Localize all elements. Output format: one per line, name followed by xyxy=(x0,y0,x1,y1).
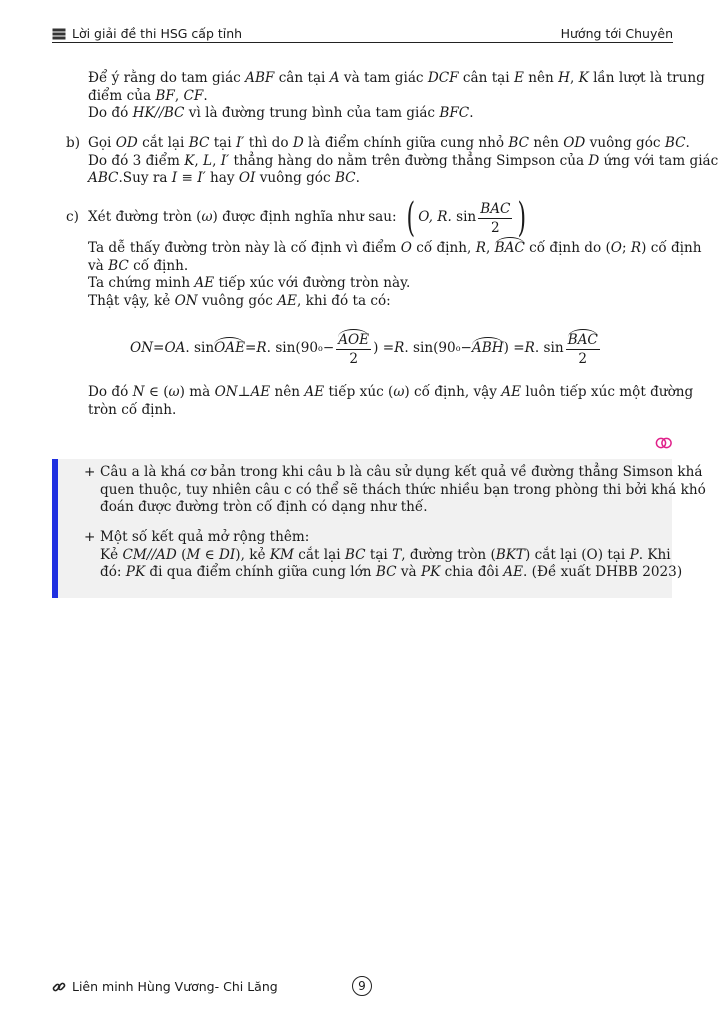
a-line-3: Do đó HK//BC vì là đường trung bình của tam giác BFC. xyxy=(88,105,474,122)
part-a-continuation xyxy=(88,70,705,123)
b-line-1: Gọi OD cắt lại BC tại I′ thì do D là điểm chính giữa cung nhỏ BC nên OD vuông góc BC. xyxy=(88,135,690,151)
remark-item-2: Một số kết quả mở rộng thêm: Kẻ CM//AD (M ∈ DI), kẻ KM cắt lại BC tại T, đường tròn (BKT) cắt lại (O) tại P. Khi đó: PK đi qua điểm chính giữa cung lớn BC và PK chia đôi AE. (Đề xuất DHBB 2023) xyxy=(100,529,683,581)
header-left xyxy=(52,25,242,43)
b-line-3: ABC.Suy ra I ≡ I′ hay OI vuông góc BC. xyxy=(88,170,360,187)
part-c-line-1: Xét đường tròn ( ω ) được định nghĩa như sau: ( O, R. sin $\frac{\text{BAC}}{2}$ ) xyxy=(88,196,672,240)
display-equation: ON = OA . sin OAE = R . sin(90 o − $\frac{\text{AOE}}{2}$ ) = R . sin(90 o − ABH ) = R . sin $\frac{\text{BAC}}{2}$ xyxy=(130,331,598,367)
c-line-3: và BC cố định. xyxy=(88,257,189,274)
stack-icon xyxy=(52,28,66,40)
circle-definition: ( O, R. sin $\frac{\text{BAC}}{2}$ ) xyxy=(406,195,527,241)
remark-bullet-1: + xyxy=(84,464,96,480)
a-line-1: Để ý rằng do tam giác ABF cân tại A và tam giác DCF cân tại E nên H, K lần lượt là trung xyxy=(88,70,705,86)
c-line-6: Do đó N ∈ (ω) mà ON⊥AE nên AE tiếp xúc (ω) cố định, vậy AE luôn tiếp xúc một đường xyxy=(88,384,694,400)
a-line-2: điểm của BF, CF. xyxy=(88,87,208,104)
c-line-5: Thật vậy, kẻ ON vuông góc AE, khi đó ta có: xyxy=(88,292,391,309)
part-c-label: c) xyxy=(66,209,79,225)
c-line-7: tròn cố định. xyxy=(88,401,177,418)
remark-accent-bar xyxy=(52,459,58,598)
part-c-conclusion xyxy=(88,384,694,419)
page-number: 9 xyxy=(352,976,372,996)
remark-item-1: Câu a là khá cơ bản trong khi câu b là câu sử dụng kết quả về đường thẳng Simson khá quen thuộc, tuy nhiên câu c có thể sẽ thách thức nhiều bạn trong phòng thi bởi khá khó đoán được đường tròn cố định có dạng như thế. xyxy=(100,464,706,516)
b-line-2: Do đó 3 điểm K, L, I′ thẳng hàng do nằm trên đường thẳng Simpson của D ứng với tam giác xyxy=(88,152,719,169)
double-circle-icon xyxy=(655,437,673,449)
header-right-title: Hướng tới Chuyên xyxy=(560,26,673,41)
header-title: Lời giải đề thi HSG cấp tỉnh xyxy=(72,26,243,41)
c-line-2: Ta dễ thấy đường tròn này là cố định vì điểm O cố định, R, BAC cố định do (O; R) cố định xyxy=(88,240,702,256)
footer-text: Liên minh Hùng Vương- Chi Lăng xyxy=(72,979,278,994)
part-b xyxy=(88,135,719,188)
c-line-4: Ta chứng minh AE tiếp xúc với đường tròn này. xyxy=(88,275,411,292)
remark-box xyxy=(52,459,706,598)
part-c-body xyxy=(88,240,702,310)
page-footer xyxy=(52,976,672,998)
remark-bullet-2: + xyxy=(84,529,96,545)
header-rule xyxy=(52,42,673,43)
part-b-label: b) xyxy=(66,135,81,151)
page-header xyxy=(52,22,673,44)
link-icon xyxy=(52,980,66,994)
